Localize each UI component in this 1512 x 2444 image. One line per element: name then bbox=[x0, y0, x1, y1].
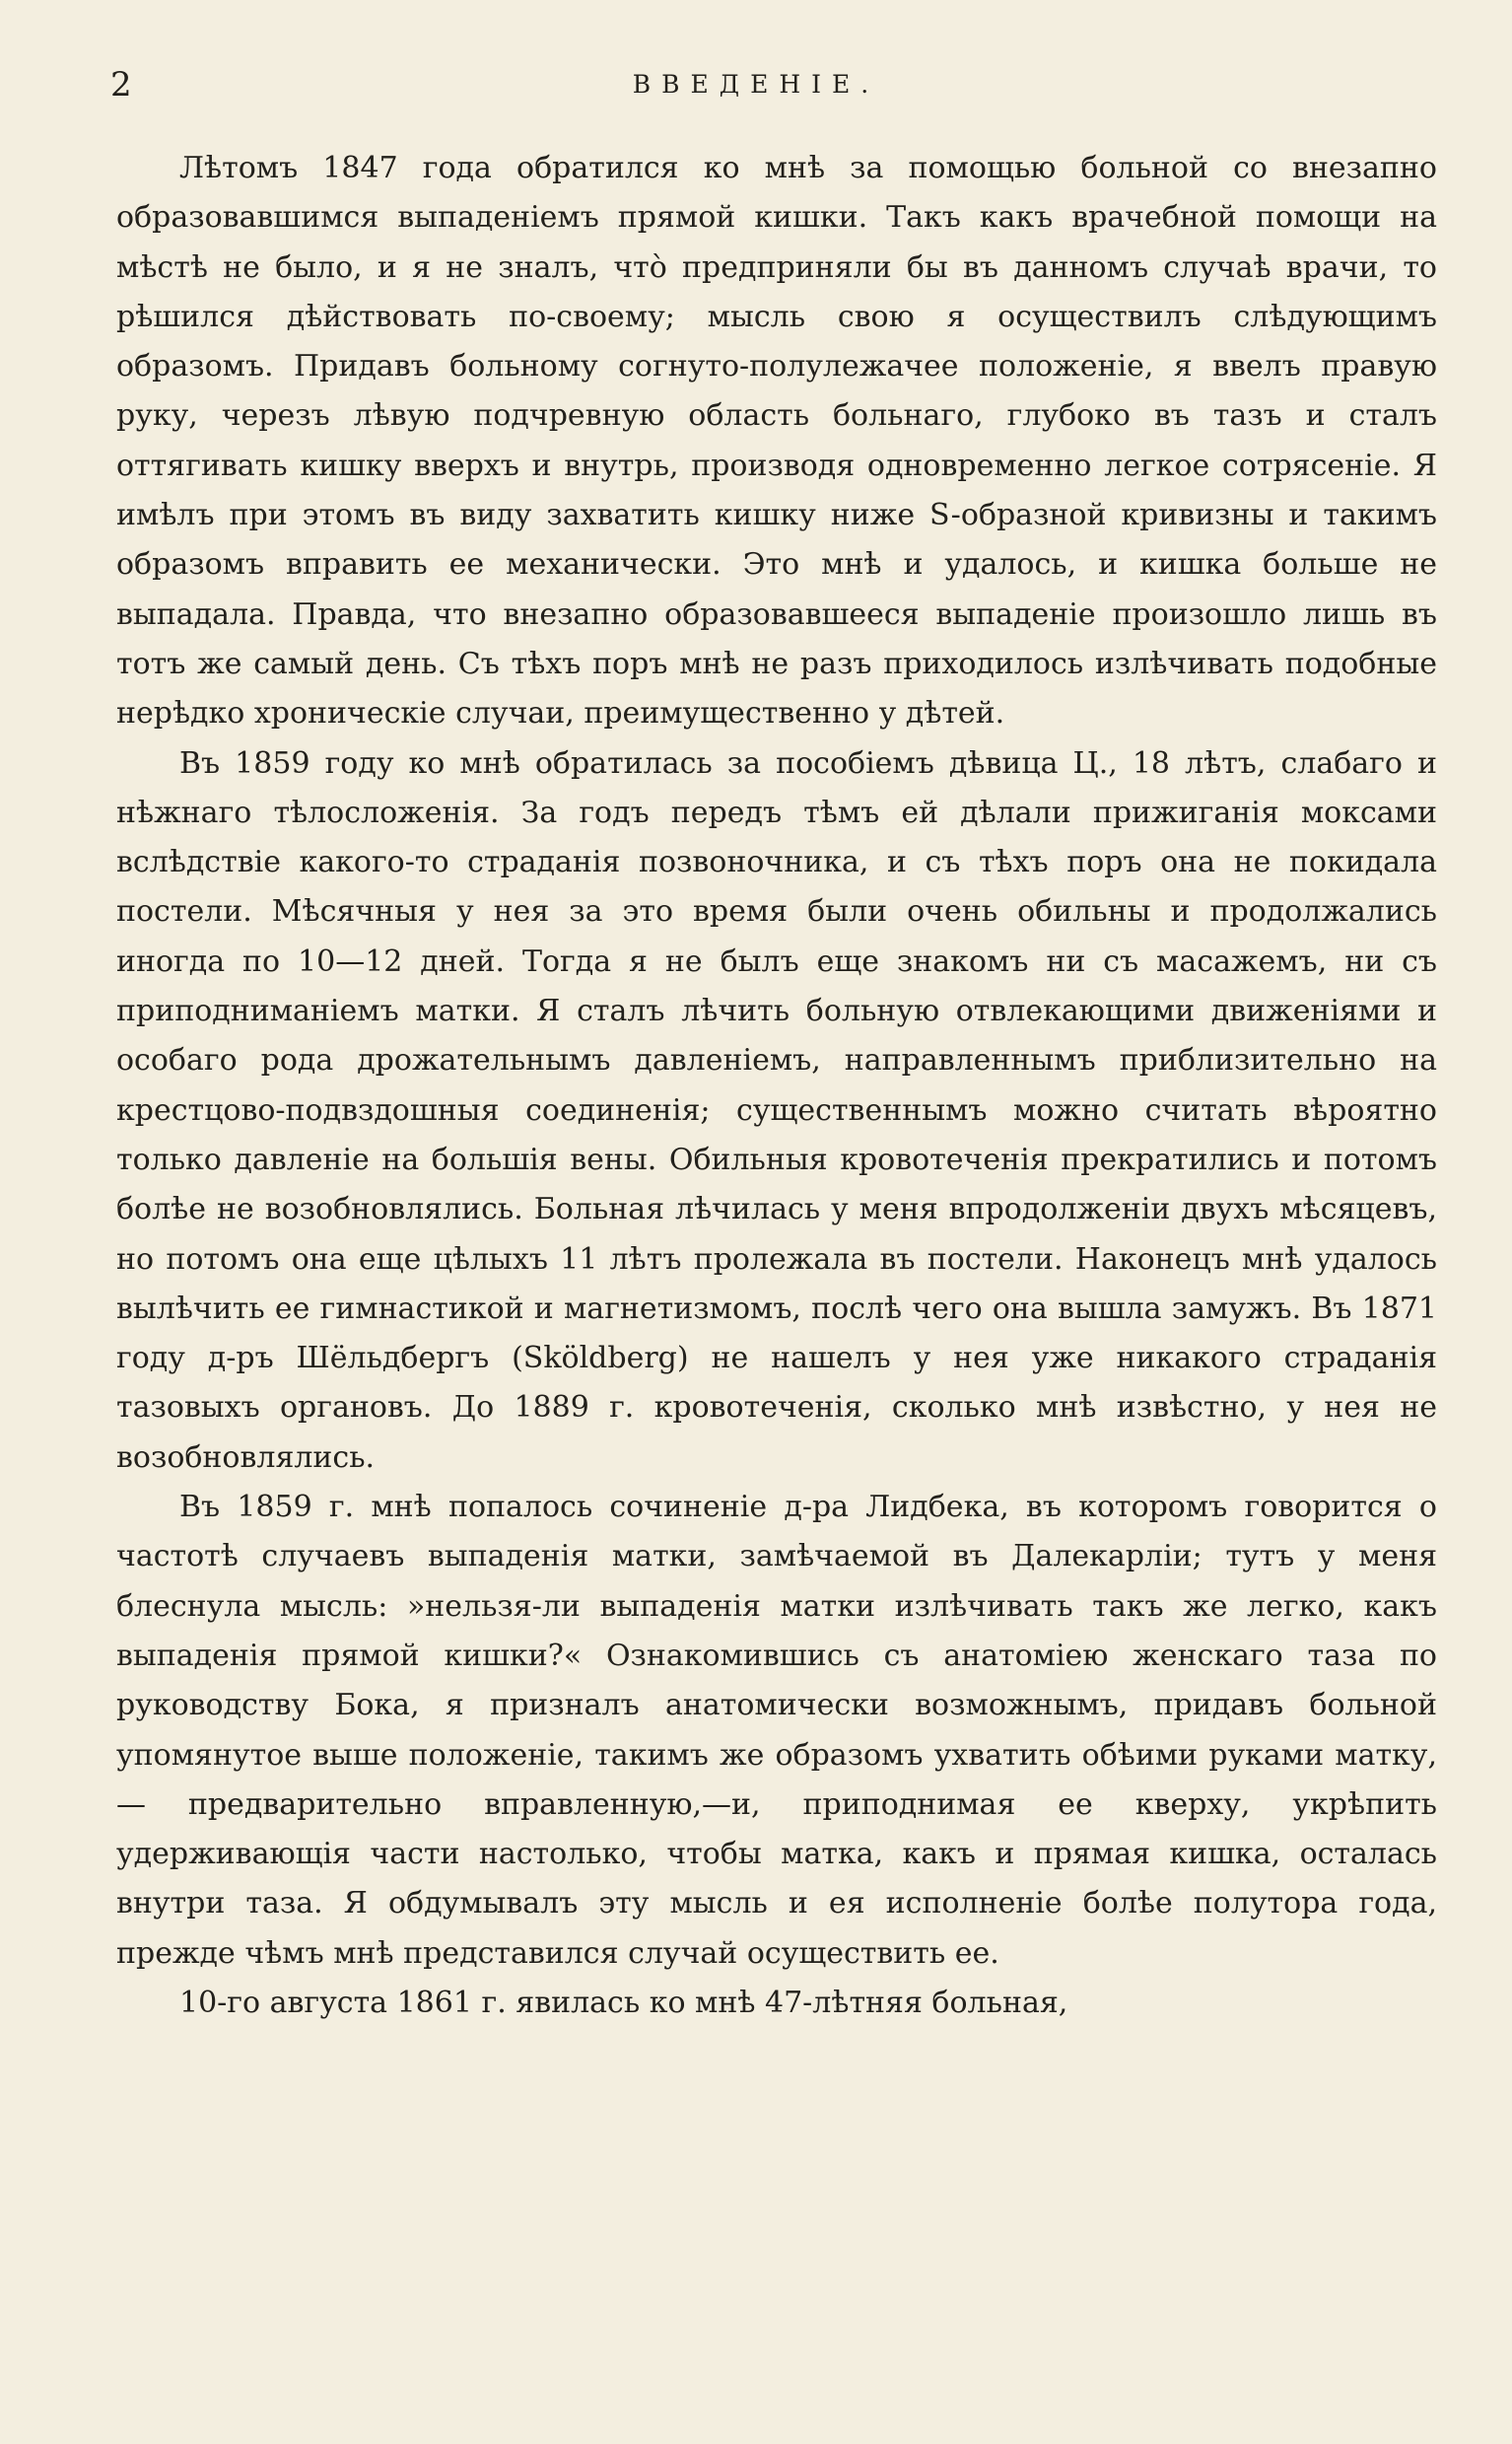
body-text bbox=[116, 144, 1437, 2028]
page-number: 2 bbox=[110, 65, 132, 105]
paragraph: Въ 1859 г. мнѣ попалось сочиненіе д-ра Лидбека, въ которомъ говорится о частотѣ случаевъ выпаденія матки, замѣчаемой въ Далекарліи; тутъ у меня блеснула мысль: »нельзя-ли выпаденія матки излѣчивать такъ же легко, какъ выпаденія прямой кишки?« Ознакомившись съ анатоміею женскаго таза по руководству Бока, я призналъ анатомически возможнымъ, придавъ больной упомянутое выше положеніе, такимъ же образомъ ухватить обѣими руками матку, — предварительно вправленную,—и, приподнимая ее кверху, укрѣпить удерживающія части настолько, чтобы матка, какъ и прямая кишка, осталась внутри таза. Я обдумывалъ эту мысль и ея исполненіе болѣе полутора года, прежде чѣмъ мнѣ представился случай осуществить ее. bbox=[116, 1490, 1437, 1971]
paragraph: Лѣтомъ 1847 года обратился ко мнѣ за помощью больной со внезапно образовавшимся выпаденіемъ прямой кишки. Такъ какъ врачебной помощи на мѣстѣ не было, и я не зналъ, что̀ предприняли бы въ данномъ случаѣ врачи, то рѣшился дѣйствовать по-своему; мысль свою я осуществилъ слѣдующимъ образомъ. Придавъ больному согнуто-полулежачее положеніе, я ввелъ правую руку, черезъ лѣвую подчревную область больнаго, глубоко въ тазъ и сталъ оттягивать кишку вверхъ и внутрь, производя одновременно легкое сотрясеніе. Я имѣлъ при этомъ въ виду захватить кишку ниже S-образной кривизны и такимъ образомъ вправить ее механически. Это мнѣ и удалось, и кишка больше не выпадала. Правда, что внезапно образовавшееся выпаденіе произошло лишь въ тотъ же самый день. Съ тѣхъ поръ мнѣ не разъ приходилось излѣчивать подобные нерѣдко хроническіе случаи, преимущественно у дѣтей. bbox=[116, 151, 1437, 732]
paragraph: 10-го августа 1861 г. явилась ко мнѣ 47-лѣтняя больная, bbox=[179, 1985, 1068, 2020]
page-header bbox=[110, 61, 1402, 108]
paragraph: Въ 1859 году ко мнѣ обратилась за пособіемъ дѣвица Ц., 18 лѣтъ, слабаго и нѣжнаго тѣлосложенія. За годъ передъ тѣмъ ей дѣлали прижиганія моксами вслѣдствіе какого-то страданія позвоночника, и съ тѣхъ поръ она не покидала постели. Мѣсячныя у нея за это время были очень обильны и продолжались иногда по 10—12 дней. Тогда я не былъ еще знакомъ ни съ масажемъ, ни съ приподниманіемъ матки. Я сталъ лѣчить больную отвлекающими движеніями и особаго рода дрожательнымъ давленіемъ, направленнымъ приблизительно на крестцово-подвздошныя соединенія; существеннымъ можно считать вѣроятно только давленіе на большія вены. Обильныя кровотеченія прекратились и потомъ болѣе не возобновлялись. Больная лѣчилась у меня впродолженіи двухъ мѣсяцевъ, но потомъ она еще цѣлыхъ 11 лѣтъ пролежала въ постели. Наконецъ мнѣ удалось вылѣчить ее гимнастикой и магнетизмомъ, послѣ чего она вышла замужъ. Въ 1871 году д-ръ Шёльдбергъ (Sköldberg) не нашелъ у нея уже никакого страданія тазовыхъ органовъ. До 1889 г. кровотеченія, сколько мнѣ извѣстно, у нея не возобновлялись. bbox=[116, 745, 1437, 1475]
running-title: ВВЕДЕНІЕ. bbox=[632, 70, 880, 99]
